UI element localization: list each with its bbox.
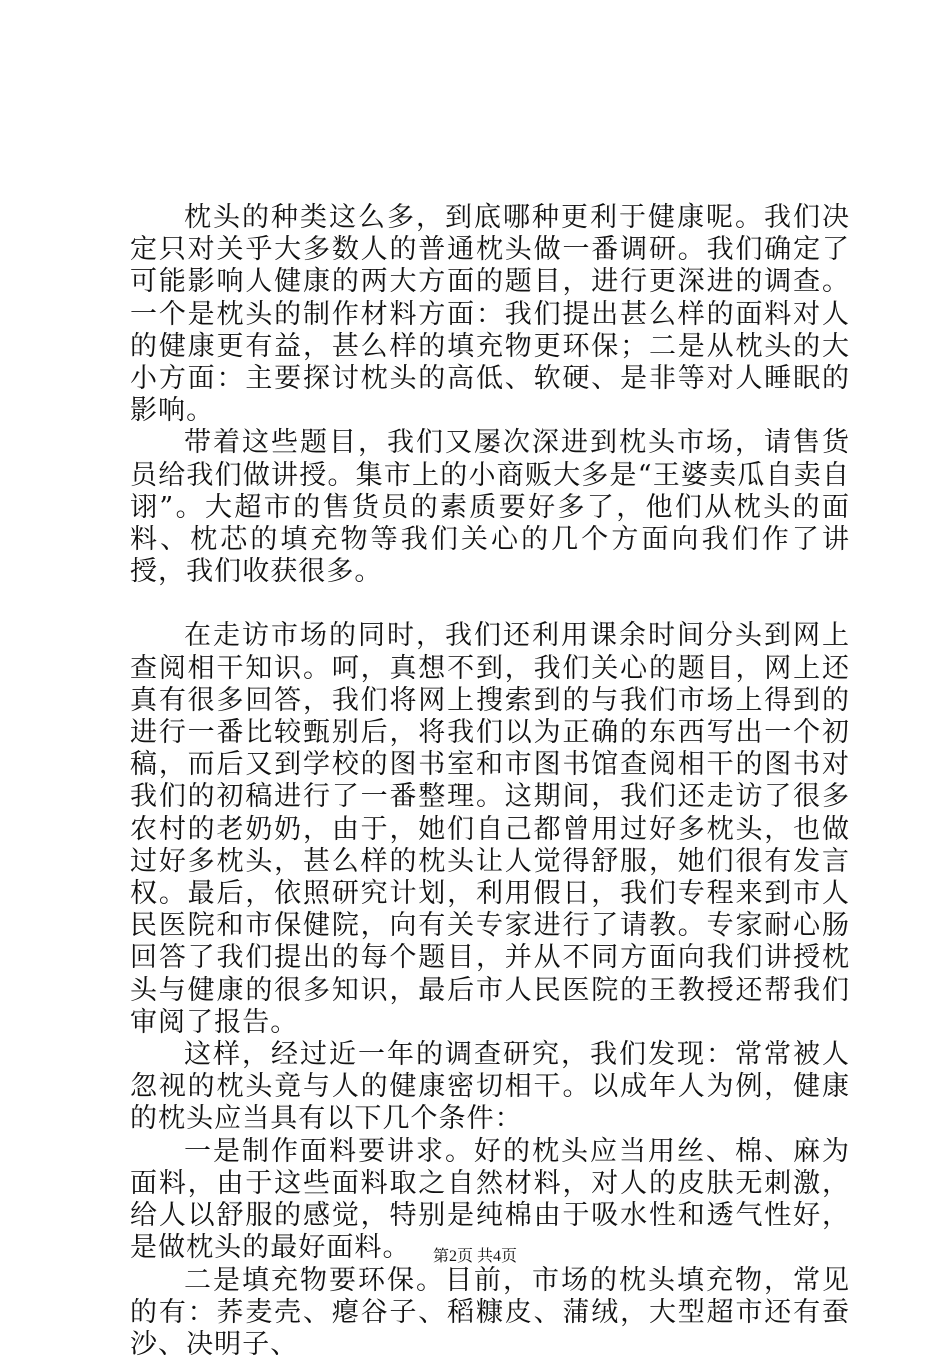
paragraph-findings: 这样，经过近一年的调查研究，我们发现：常常被人忽视的枕头竟与人的健康密切相干。以成年人为例，健康的枕头应当具有以下几个条件： bbox=[130, 1039, 850, 1136]
document-body bbox=[130, 202, 850, 1361]
paragraph-online-research: 在走访市场的同时，我们还利用课余时间分头到网上查阅相干知识。呵，真想不到，我们关心的题目，网上还真有很多回答，我们将网上搜索到的与我们市场上得到的进行一番比较甄别后，将我们以为正确的东西写出一个初稿，而后又到学校的图书室和市图书馆查阅相干的图书对我们的初稿进行了一番整理。这期间，我们还走访了很多农村的老奶奶，由于，她们自己都曾用过好多枕头，也做过好多枕头，甚么样的枕头让人觉得舒服，她们很有发言权。最后，依照研究计划，利用假日，我们专程来到市人民医院和市保健院，向有关专家进行了请教。专家耐心肠回答了我们提出的每个题目，并从不同方面向我们讲授枕头与健康的很多知识，最后市人民医院的王教授还帮我们审阅了报告。 bbox=[130, 620, 850, 1039]
paragraph-pillow-types: 枕头的种类这么多，到底哪种更利于健康呢。我们决定只对关乎大多数人的普通枕头做一番调研。我们确定了可能影响人健康的两大方面的题目，进行更深进的调查。一个是枕头的制作材料方面：我们提出甚么样的面料对人的健康更有益，甚么样的填充物更环保；二是从枕头的大小方面：主要探讨枕头的高低、软硬、是非等对人睡眠的影响。 bbox=[130, 202, 850, 427]
paragraph-market-visits: 带着这些题目，我们又屡次深进到枕头市场，请售货员给我们做讲授。集市上的小商贩大多是“王婆卖瓜自卖自诩”。大超市的售货员的素质要好多了，他们从枕头的面料、枕芯的填充物等我们关心的几个方面向我们作了讲授，我们收获很多。 bbox=[130, 427, 850, 588]
paragraph-filling-condition: 二是填充物要环保。目前，市场的枕头填充物，常见的有：荞麦壳、瘪谷子、稻糠皮、蒲绒，大型超市还有蚕沙、决明子、 bbox=[130, 1265, 850, 1361]
paragraph-fabric-condition: 一是制作面料要讲求。好的枕头应当用丝、棉、麻为面料，由于这些面料取之自然材料，对人的皮肤无刺激，给人以舒服的感觉，特别是纯棉由于吸水性和透气性好，是做枕头的最好面料。 bbox=[130, 1136, 850, 1265]
page-footer: 第2页 共4页 bbox=[0, 1243, 950, 1266]
